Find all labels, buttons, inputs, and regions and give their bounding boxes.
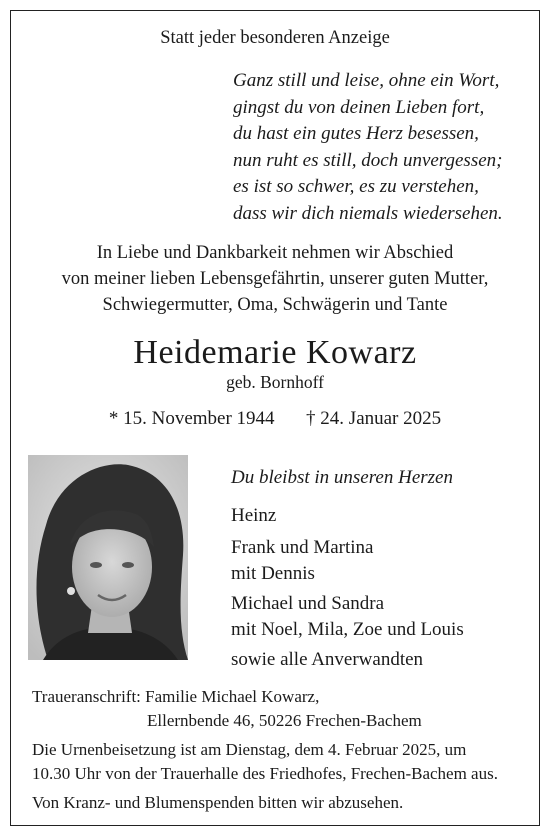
header-line: Statt jeder besonderen Anzeige bbox=[160, 28, 390, 48]
family-lead: Du bleibst in unseren Herzen bbox=[231, 467, 453, 488]
farewell-intro bbox=[0, 240, 550, 318]
life-dates bbox=[0, 408, 550, 430]
mourner: mit Noel, Mila, Zoe und Louis bbox=[231, 619, 464, 640]
mourner: Michael und Sandra bbox=[231, 593, 385, 614]
intro-line: von meiner lieben Lebensgefährtin, unserer guten Mutter, bbox=[61, 269, 489, 289]
portrait-photo bbox=[28, 455, 188, 660]
address-label: Traueranschrift: Familie Michael Kowarz, bbox=[32, 687, 320, 706]
portrait-image bbox=[28, 455, 188, 660]
poem-line: nun ruht es still, doch unvergessen; bbox=[233, 149, 503, 171]
mourners-list bbox=[231, 467, 464, 673]
poem-line: es ist so schwer, es zu verstehen, bbox=[233, 176, 479, 197]
poem bbox=[233, 68, 503, 227]
flowers-note: Von Kranz- und Blumenspenden bitten wir abzusehen. bbox=[32, 793, 404, 812]
burial-line-1: Die Urnenbeisetzung ist am Dienstag, dem 4. Februar 2025, um bbox=[32, 740, 467, 759]
poem-line: gingst du von deinen Lieben fort, bbox=[233, 96, 485, 118]
poem-line: dass wir dich niemals wiedersehen. bbox=[233, 202, 503, 224]
birth-date: * 15. November 1944 bbox=[108, 408, 275, 429]
burial-line-2: 10.30 Uhr von der Trauerhalle des Friedhofes, Frechen-Bachem aus. bbox=[32, 764, 498, 783]
poem-line: Ganz still und leise, ohne ein Wort, bbox=[233, 70, 500, 91]
birth-name: geb. Bornhoff bbox=[226, 372, 324, 392]
intro-line: In Liebe und Dankbarkeit nehmen wir Abschied bbox=[96, 243, 454, 263]
poem-line: du hast ein gutes Herz besessen, bbox=[233, 123, 479, 144]
intro-line: Schwiegermutter, Oma, Schwägerin und Tante bbox=[102, 295, 448, 315]
mourner: mit Dennis bbox=[231, 563, 315, 584]
death-date: † 24. Januar 2025 bbox=[306, 408, 442, 429]
mourner: Heinz bbox=[231, 505, 277, 526]
deceased-name: Heidemarie Kowarz bbox=[133, 334, 417, 371]
mourner: sowie alle Anverwandten bbox=[231, 649, 424, 670]
mourner: Frank und Martina bbox=[231, 537, 374, 558]
address-street: Ellernbende 46, 50226 Frechen-Bachem bbox=[147, 711, 422, 730]
